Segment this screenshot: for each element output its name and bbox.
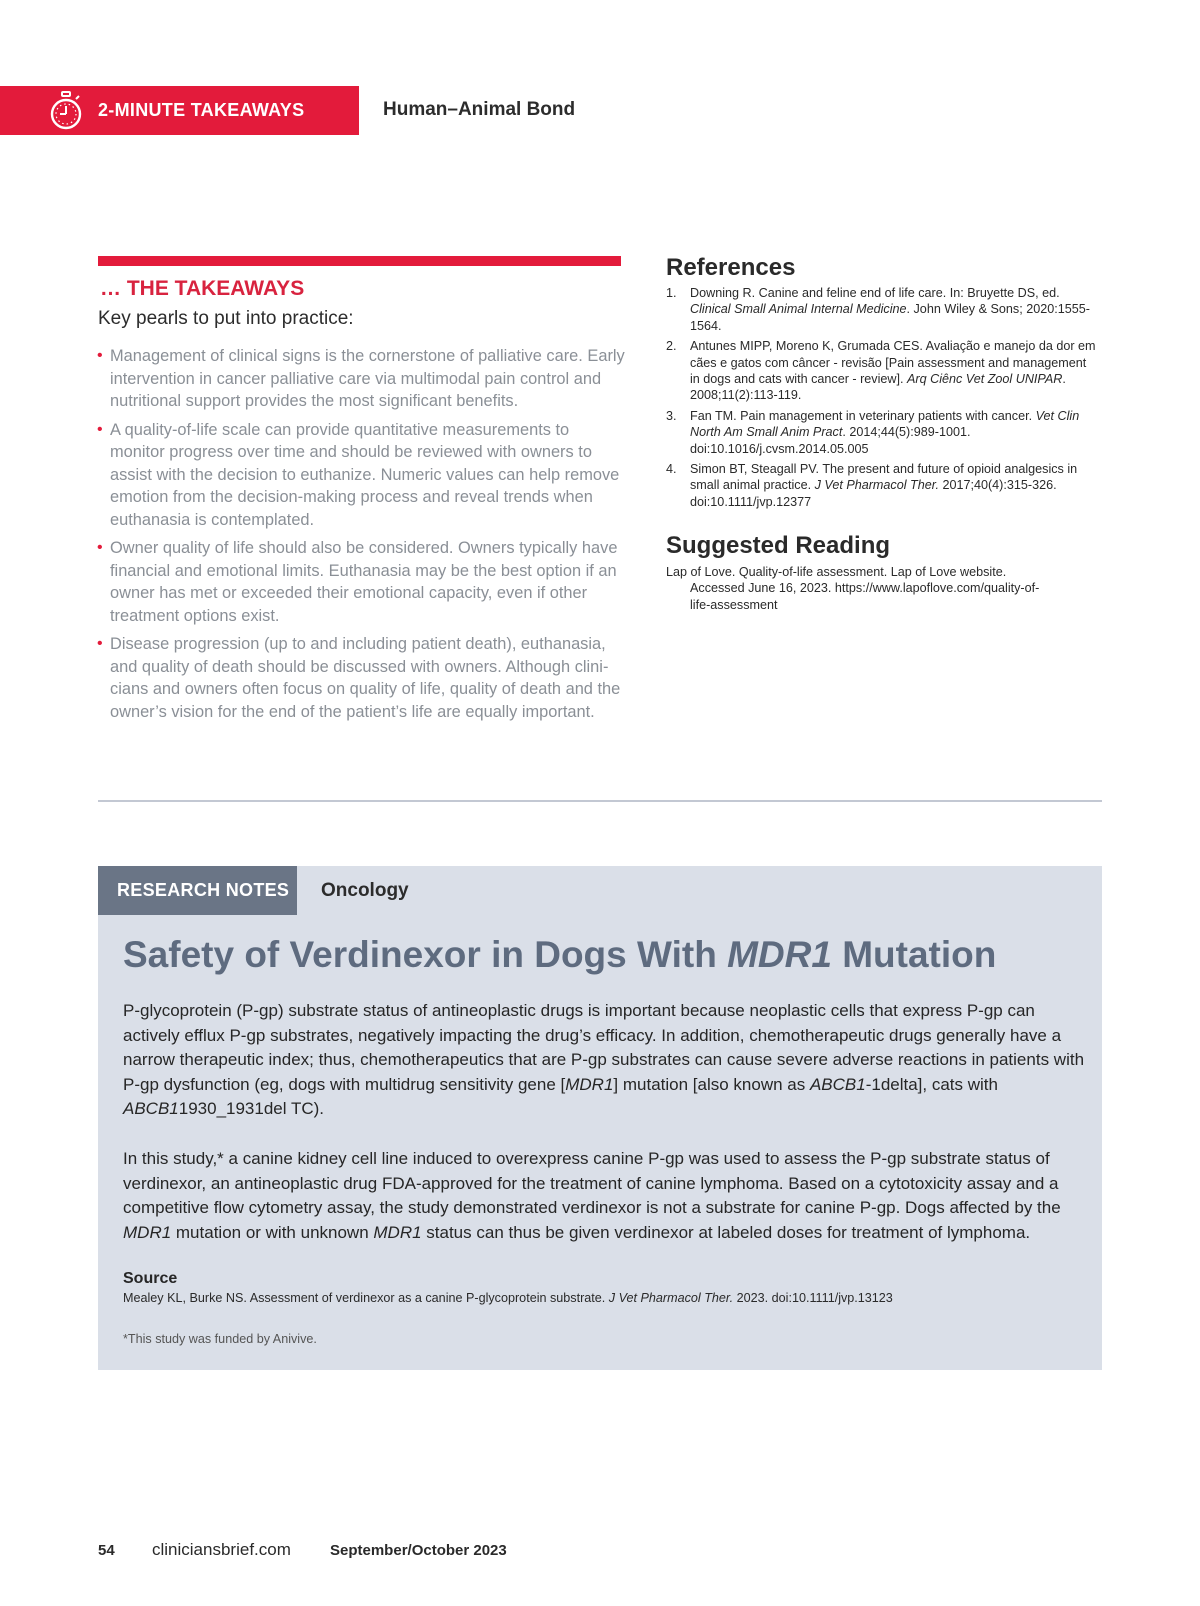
list-item xyxy=(98,419,628,532)
takeaways-list xyxy=(98,345,628,729)
source-text: Mealey KL, Burke NS. Assessment of verdinexor as a canine P-glycoprotein substrate. xyxy=(123,1291,609,1305)
site-link[interactable]: cliniciansbrief.com xyxy=(152,1540,291,1559)
para-text: -1delta], cats with xyxy=(865,1074,998,1094)
para-text: In this study,* a canine kidney cell line induced to overexpress canine P-gp was used to assess the P-gp substrate status of verdinexor, an antineoplastic drug FDA-approved for the treatment of canine lymphoma. Based on a cytotoxicity assay and a competitive flow cytometry assay, the study demonstrated verdinexor is not a substrate for canine P-gp. Dogs affected by the xyxy=(123,1149,1061,1217)
para-text: mutation or with unknown xyxy=(171,1222,374,1242)
references-heading: References xyxy=(666,254,796,281)
para-text: ] mutation [also known as xyxy=(613,1074,810,1094)
reference-citation: . John Wiley & Sons; 2020:1555-1564. xyxy=(690,302,1090,333)
para-italic: MDR1 xyxy=(123,1222,172,1242)
suggested-reading-heading: Suggested Reading xyxy=(666,532,891,559)
bullet-icon: • xyxy=(97,420,103,438)
source-journal: J Vet Pharmacol Ther. xyxy=(608,1291,734,1305)
para-text: P-glycoprotein (P-gp) substrate status of antineoplastic drugs is important because neoplastic cells that express P-gp can actively efflux P-gp substrates, negatively impacting the drug’s efficacy. In addition, chemotherapeutic drugs generally have a narrow therapeutic index; thus, chemotherapeutics that are P-gp substrates can cause severe adverse reactions in patients with P-gp dysfunction (eg, dogs with multidrug sensitivity gene [ xyxy=(123,1001,1085,1094)
reference-journal: Vet Clin North Am Small Anim Pract xyxy=(690,408,1080,440)
list-item xyxy=(98,633,628,723)
list-item xyxy=(98,537,628,627)
page-number: 54 xyxy=(98,1542,115,1559)
list-item-text: Owner quality of life should also be considered. Owners typically have financial and emotional limits. Euthanasia may be the best option if an owner has met or exceeded their emotional capacity, even if other treatment options exist. xyxy=(110,539,618,625)
reference-text: Antunes MIPP, Moreno K, Grumada CES. Avaliação e manejo da dor em cães e gatos com câncer - revisão [Pain assessment and management in dogs and cats with cancer - review]. xyxy=(690,339,1096,387)
reference-text: Downing R. Canine and feline end of life care. In: Bruyette DS, ed. xyxy=(690,286,1060,300)
reference-number: 4. xyxy=(666,462,677,477)
issue-date: September/October 2023 xyxy=(330,1542,507,1559)
suggested-reading-text: Lap of Love. Quality-of-life assessment. Lap of Love website. Accessed June 16, 2023. https://www.lapoflove.com/quality-of-life-assessment xyxy=(666,565,1040,612)
badge-label: 2-MINUTE TAKEAWAYS xyxy=(98,100,305,120)
takeaways-badge xyxy=(0,86,359,135)
bullet-icon: • xyxy=(97,347,103,364)
bullet-icon: • xyxy=(97,635,103,652)
reference-journal: J Vet Pharmacol Ther. xyxy=(814,478,939,493)
source-heading: Source xyxy=(123,1270,178,1287)
section-title: Human–Animal Bond xyxy=(383,99,576,120)
source-citation xyxy=(123,1291,893,1305)
reference-text: Fan TM. Pain management in veterinary patients with cancer. xyxy=(690,408,1036,423)
para-text: 1930_1931del TC). xyxy=(178,1099,324,1118)
reference-citation: . 2008;11(2):113-119. xyxy=(690,372,1066,403)
reference-item xyxy=(666,338,1096,404)
para-text: status can thus be given verdinexor at labeled doses for treatment of lymphoma. xyxy=(421,1222,1031,1242)
para-italic: ABCB1 xyxy=(809,1074,866,1094)
takeaways-heading: … THE TAKEAWAYS xyxy=(100,277,305,300)
reference-number: 2. xyxy=(666,339,677,354)
research-notes-tab xyxy=(98,866,297,915)
red-divider xyxy=(98,256,621,266)
reference-number: 1. xyxy=(666,286,677,300)
stopwatch-icon xyxy=(48,91,84,131)
para-italic: MDR1 xyxy=(565,1074,614,1094)
reference-item xyxy=(666,461,1096,510)
reference-journal: Arq Ciênc Vet Zool UNIPAR xyxy=(907,372,1063,387)
reference-citation: . 2014;44(5):989-1001. doi:10.1016/j.cvsm.2014.05.005 xyxy=(690,425,971,456)
reference-journal: Clinical Small Animal Internal Medicine xyxy=(690,302,907,317)
section-divider xyxy=(98,800,1102,802)
list-item-text: Management of clinical signs is the cornerstone of palliative care. Early intervention in cancer palliative care via multimodal pain control and nutritional support provides the most significant benefits. xyxy=(110,347,625,410)
title-gene: MDR1 xyxy=(727,934,832,975)
title-suffix: Mutation xyxy=(831,934,997,975)
research-notes-box xyxy=(98,866,1102,1370)
funding-note: *This study was funded by Anivive. xyxy=(123,1332,317,1346)
para-italic: MDR1 xyxy=(373,1222,422,1242)
bullet-icon: • xyxy=(97,539,103,556)
reference-text: Simon BT, Steagall PV. The present and future of opioid analgesics in small animal practice. xyxy=(690,462,1078,493)
list-item-text: Disease progression (up to and including patient death), euthanasia, and quality of death should be discussed with owners. Although clinicians and owners often focus on quality of life, quality of death and the owner’s vision for the end of the patient’s life are equally important. xyxy=(110,635,621,721)
title-text: Safety of Verdinexor in Dogs With xyxy=(123,934,728,975)
research-topic: Oncology xyxy=(321,880,409,901)
list-item-text: A quality-of-life scale can provide quantitative measurements to monitor progress over time and should be reviewed with owners to assist with the decision to euthanize. Numeric values can help remove emotion from the decision-making process and reveal trends when euthanasia is contemplated. xyxy=(110,420,620,529)
article-title xyxy=(123,934,996,976)
source-doi: 2023. doi:10.1111/jvp.13123 xyxy=(733,1291,893,1305)
para-italic: ABCB1 xyxy=(123,1099,179,1118)
takeaways-subheading: Key pearls to put into practice: xyxy=(98,308,354,329)
reference-number: 3. xyxy=(666,408,677,423)
reference-citation: 2017;40(4):315-326. doi:10.1111/jvp.12377 xyxy=(690,478,1057,509)
references-list xyxy=(666,285,1096,514)
reference-item xyxy=(666,408,1096,457)
research-notes-label: RESEARCH NOTES xyxy=(117,880,290,900)
article-paragraph-1 xyxy=(123,999,1085,1122)
list-item xyxy=(98,345,628,413)
article-paragraph-2 xyxy=(123,1147,1085,1245)
reference-item xyxy=(666,285,1096,334)
